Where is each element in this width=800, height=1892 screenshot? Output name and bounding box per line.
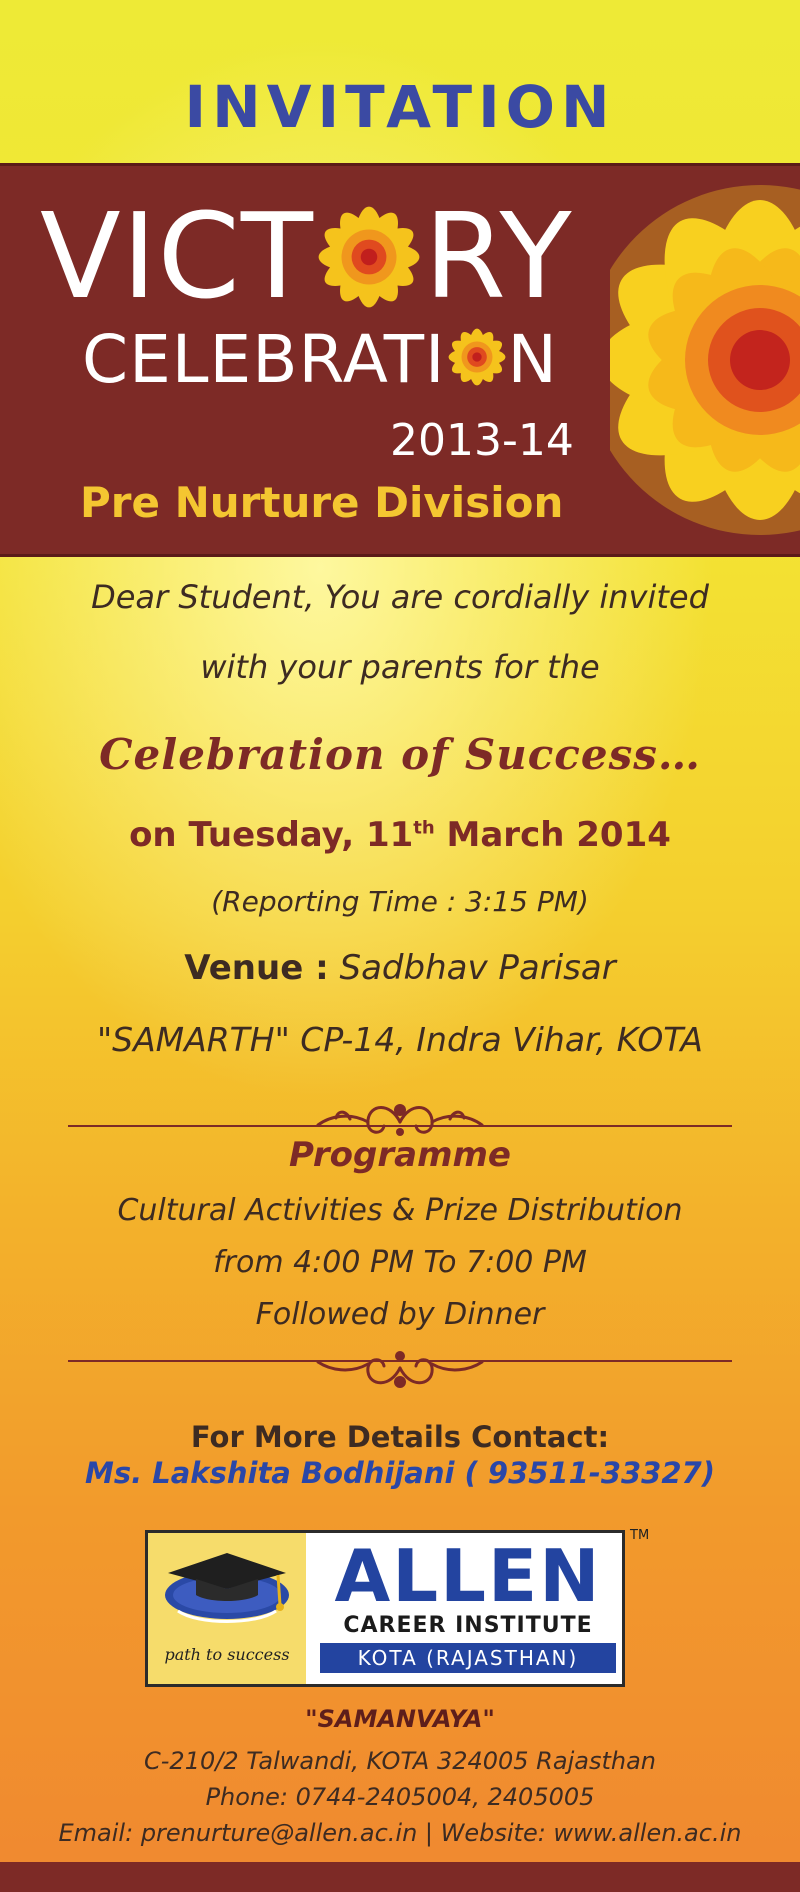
division-title: Pre Nurture Division <box>80 478 564 527</box>
footer-address: C-210/2 Talwandi, KOTA 324005 Rajasthan <box>144 1747 656 1775</box>
greeting-line-2: with your parents for the <box>200 648 600 686</box>
graduation-cap-icon <box>148 1533 306 1643</box>
programme-line-1: Cultural Activities & Prize Distribution <box>117 1193 683 1228</box>
celebration-text-end: N <box>507 321 558 398</box>
trademark-mark: TM <box>630 1528 650 1543</box>
large-flower-icon <box>610 170 800 550</box>
footer-email-website: Email: prenurture@allen.ac.in | Website: www.allen.ac.in <box>58 1819 742 1847</box>
celebration-of-success: Celebration of Success… <box>99 730 701 779</box>
flower-o-icon <box>314 202 424 312</box>
year-label: 2013-14 <box>390 415 574 466</box>
greeting-line-1: Dear Student, You are cordially invited <box>91 578 709 616</box>
venue-address: "SAMARTH" CP-14, Indra Vihar, KOTA <box>96 1020 704 1059</box>
venue-value: Sadbhav Parisar <box>339 948 616 988</box>
celebration-title <box>82 321 558 398</box>
celebration-text: CELEBRATI <box>82 321 446 398</box>
bottom-bar <box>0 1862 800 1892</box>
ornament-bottom-icon <box>310 1340 490 1400</box>
invitation-heading: INVITATION <box>184 73 616 141</box>
venue-label: Venue : <box>184 948 329 988</box>
victory-title <box>40 187 573 325</box>
reporting-time: (Reporting Time : 3:15 PM) <box>211 885 589 918</box>
event-date <box>0 815 800 855</box>
date-sup: th <box>413 817 435 839</box>
programme-line-2: from 4:00 PM To 7:00 PM <box>213 1245 587 1280</box>
title-banner <box>0 163 800 557</box>
victory-text-right: RY <box>424 187 573 325</box>
small-flower-o-icon <box>446 326 508 388</box>
programme-title: Programme <box>289 1135 511 1175</box>
kota-rajasthan-bar: KOTA (RAJASTHAN) <box>320 1643 616 1673</box>
victory-text-left: VICT <box>40 187 314 325</box>
date-prefix: on Tuesday, 11 <box>129 815 414 855</box>
career-institute-label: CAREER INSTITUTE <box>343 1613 593 1638</box>
contact-title: For More Details Contact: <box>190 1420 610 1454</box>
venue-line <box>0 948 800 988</box>
programme-line-3: Followed by Dinner <box>255 1297 545 1332</box>
footer-building-name: "SAMANVAYA" <box>305 1705 495 1733</box>
contact-name: Ms. Lakshita Bodhijani ( 93511-33327) <box>85 1456 715 1490</box>
date-suffix: March 2014 <box>434 815 671 855</box>
allen-logo <box>145 1530 625 1687</box>
logo-emblem-panel <box>148 1533 306 1684</box>
logo-text-panel <box>306 1533 622 1684</box>
logo-tagline: path to success <box>164 1645 290 1664</box>
allen-wordmark: ALLEN <box>334 1534 602 1618</box>
footer-phone: Phone: 0744-2405004, 2405005 <box>205 1783 595 1811</box>
